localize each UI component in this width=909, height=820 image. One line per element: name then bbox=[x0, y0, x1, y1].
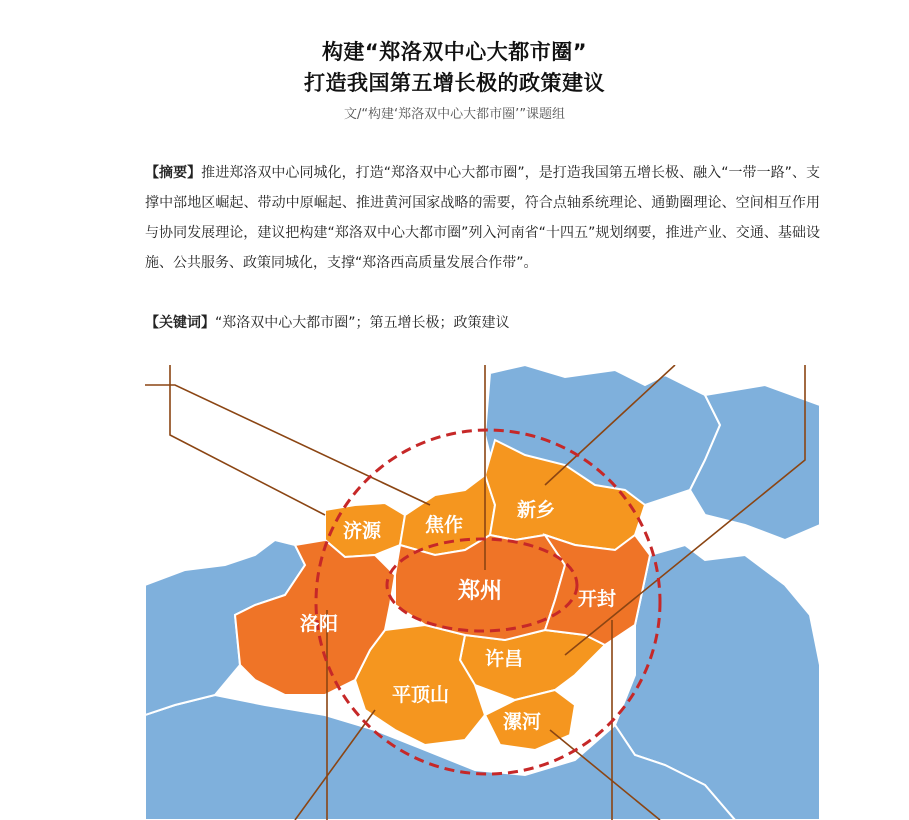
article-byline: 文/“构建‘郑洛双中心大都市圈’”课题组 bbox=[343, 107, 566, 122]
city-label-xuchang: 许昌 bbox=[485, 648, 524, 670]
city-label-xinxiang: 新乡 bbox=[517, 499, 556, 521]
keywords-label: 【关键词】 bbox=[145, 315, 215, 331]
metropolitan-map bbox=[145, 365, 820, 820]
keywords-line bbox=[145, 308, 820, 338]
abstract-paragraph bbox=[145, 158, 820, 278]
abstract-text: 推进郑洛双中心同城化，打造“郑洛双中心大都市圈”，是打造我国第五增长极、融入“一带一路”、支撑中部地区崛起、带动中原崛起、推进黄河国家战略的需要，符合点轴系统理论、通勤圈理论、空间相互作用与协同发展理论，建议把构建“郑洛双中心大都市圈”列入河南省“十四五”规划纲要，推进产业、交通、基础设施、公共服务、政策同城化，支撑“郑洛西高质量发展合作带”。 bbox=[145, 165, 821, 271]
city-label-pingdingshan: 平顶山 bbox=[392, 684, 450, 706]
city-label-jiaozuo: 焦作 bbox=[425, 514, 464, 536]
keywords-text: “郑洛双中心大都市圈”；第五增长极；政策建议 bbox=[215, 315, 510, 331]
city-label-luohe: 漯河 bbox=[503, 711, 542, 733]
article-title-line-2: 打造我国第五增长极的政策建议 bbox=[304, 71, 605, 95]
city-label-luoyang: 洛阳 bbox=[300, 613, 339, 635]
abstract-label: 【摘要】 bbox=[145, 165, 202, 181]
city-label-kaifeng: 开封 bbox=[578, 588, 617, 610]
leader-line-left-vertical bbox=[170, 365, 325, 515]
city-label-zhengzhou: 郑州 bbox=[458, 579, 503, 604]
city-label-jiyuan: 济源 bbox=[343, 520, 382, 542]
article-title-line-1: 构建“郑洛双中心大都市圈” bbox=[321, 40, 588, 64]
